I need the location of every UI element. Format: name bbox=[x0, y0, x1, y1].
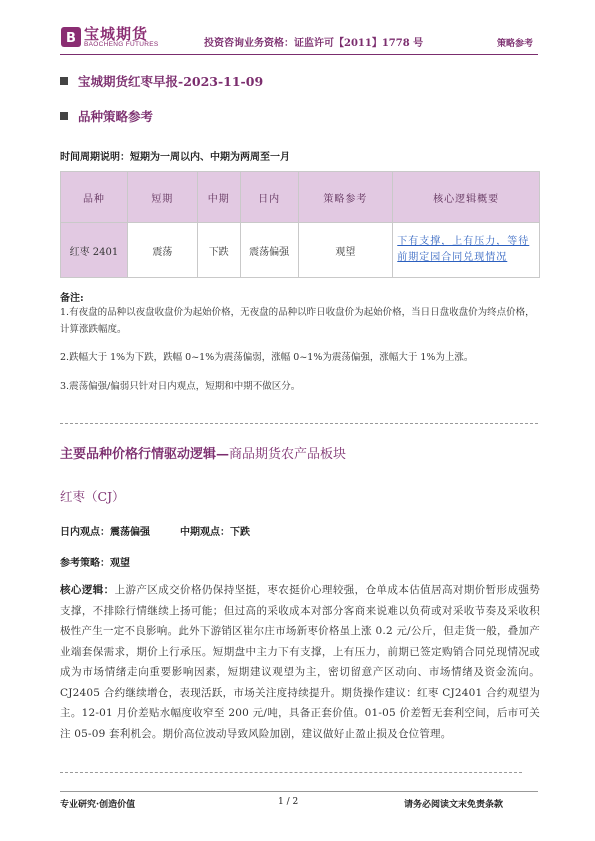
logo-subtitle: BAOCHENG FUTURES bbox=[84, 41, 159, 48]
logo-text: 宝城期货 bbox=[84, 25, 149, 43]
logic-section-title-bold: 主要品种价格行情驱动逻辑— bbox=[60, 447, 230, 462]
table-cell-product: 红枣 2401 bbox=[61, 223, 128, 278]
qualification-text: 投资咨询业务资格：证监许可【2011】1778 号 bbox=[204, 38, 424, 49]
bullet-square-icon bbox=[60, 77, 68, 85]
page-number: 1 / 2 bbox=[278, 797, 299, 807]
table-header-row bbox=[61, 172, 540, 223]
bullet-square-icon bbox=[60, 112, 68, 120]
strategy-table bbox=[60, 171, 540, 278]
reference-strategy: 参考策略：观望 bbox=[60, 558, 130, 569]
note-item: 3.震荡偏强/偏弱只针对日内观点，短期和中期不做区分。 bbox=[60, 381, 301, 392]
svg-text:B: B bbox=[66, 31, 76, 46]
midterm-view: 中期观点：下跌 bbox=[180, 527, 250, 538]
table-cell-short: 震荡 bbox=[127, 223, 197, 278]
baocheng-logo-icon bbox=[60, 26, 82, 48]
strategy-section-title bbox=[60, 107, 153, 125]
table-header: 策略参考 bbox=[298, 172, 393, 223]
table-row bbox=[61, 223, 540, 278]
table-header: 品种 bbox=[61, 172, 128, 223]
table-cell-mid: 下跌 bbox=[197, 223, 240, 278]
report-title bbox=[60, 72, 263, 90]
strategy-section-title-text: 品种策略参考 bbox=[78, 109, 154, 124]
core-logic-label: 核心逻辑： bbox=[60, 584, 115, 596]
content-end-divider bbox=[60, 772, 522, 773]
core-logic-text: 上游产区成交价格仍保持坚挺，枣农挺价心理较强，仓单成本估值居高对期价暂形成强势支撑，不排除行情继续上扬可能；但过高的采收成本对部分客商来说难以负荷或对采收节奏及采收积极性产生一定不良影响。此外下游销区崔尔庄市场新枣价格虽上涨 0.2 元/公斤，但走货一般，叠加产业端套保需求，期价上行承压。短期盘中主力下有支撑，上有压力，前期已签定购销合同兑现情况或成为市场情绪走向重要影响因素，短期建议观望为主，密切留意产区动向、市场情绪及资金流向。CJ2405 合约继续增仓，表现活跃，市场关注度持续提升。期货操作建议：红枣 CJ2401 合约观望为主。12-01 月价差贴水幅度收窄至 200 元/吨，具备正套价值。01-05 价差暂无套利空间，后市可关注 05-09 套利机会。期价高位波动导致风险加剧，建议做好止盈止损及仓位管理。 bbox=[60, 584, 540, 740]
footer-slogan: 专业研究·创造价值 bbox=[60, 800, 136, 810]
core-logic bbox=[60, 580, 540, 744]
table-header: 日内 bbox=[240, 172, 298, 223]
logic-section-title bbox=[60, 443, 346, 462]
intraday-view: 日内观点：震荡偏强 bbox=[60, 527, 150, 538]
note-item: 2.跌幅大于 1%为下跌，跌幅 0~1%为震荡偏弱，涨幅 0~1%为震荡偏强，涨幅大于 1%为上涨。 bbox=[60, 352, 474, 363]
footer-divider bbox=[60, 791, 538, 792]
core-logic-link[interactable]: 下有支撑，上有压力，等待前期定园合同兑现情况 bbox=[393, 223, 540, 278]
views-line bbox=[60, 523, 250, 538]
report-tag: 策略参考 bbox=[497, 39, 534, 49]
table-header: 核心逻辑概要 bbox=[393, 172, 540, 223]
report-title-text: 宝城期货红枣早报-2023-11-09 bbox=[78, 74, 264, 89]
note-item: 1.有夜盘的品种以夜盘收盘价为起始价格，无夜盘的品种以昨日收盘价为起始价格，当日日盘收盘价为终点价格，计算涨跌幅度。 bbox=[60, 307, 535, 335]
header-divider bbox=[60, 54, 538, 55]
footer-disclaimer: 请务必阅读文末免责条款 bbox=[404, 800, 504, 810]
logic-section-title-rest: 商品期货农产品板块 bbox=[229, 447, 347, 462]
notes-title: 备注: bbox=[60, 293, 84, 304]
table-header: 中期 bbox=[197, 172, 240, 223]
table-cell-intraday: 震荡偏强 bbox=[240, 223, 298, 278]
table-header: 短期 bbox=[127, 172, 197, 223]
table-cell-strategy: 观望 bbox=[298, 223, 393, 278]
commodity-name: 红枣（CJ） bbox=[60, 489, 125, 504]
section-divider bbox=[60, 423, 538, 424]
period-note: 时间周期说明：短期为一周以内、中期为两周至一月 bbox=[60, 152, 290, 163]
